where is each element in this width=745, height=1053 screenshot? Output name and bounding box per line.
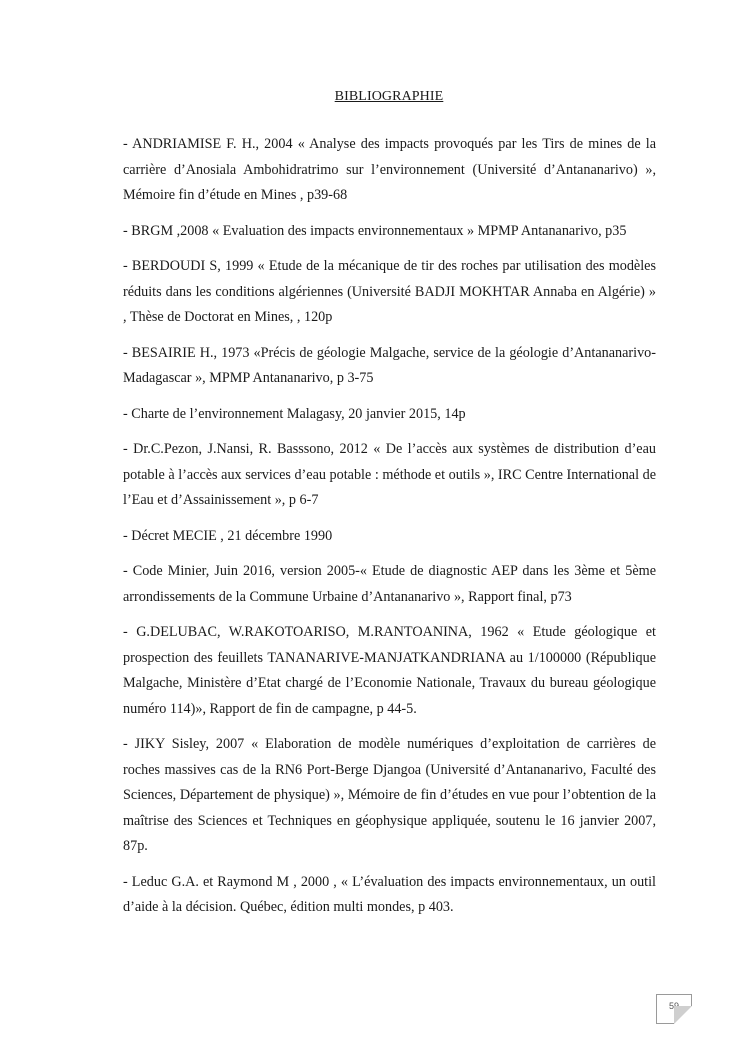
page-number: 59 [668,1001,679,1011]
reference-item: - Charte de l’environnement Malagasy, 20 janvier 2015, 14p [123,405,466,422]
reference-item: - Décret MECIE , 21 décembre 1990 [123,527,333,544]
reference-item: - JIKY Sisley, 2007 « Elaboration de modèle numériques d’exploitation de carrières de roches massives cas de la RN6 Port-Berge Djangoa (Université d’Antananarivo, Faculté des Sciences, Département de physique) », Mémoire de fin d’études en vue pour l’obtention de la maîtrise des Sciences et Techniques en géophysique appliquée, soutenu le 16 janvier 2007, 87p. [123,736,656,854]
reference-item: - BRGM ,2008 « Evaluation des impacts environnementaux » MPMP Antananarivo, p35 [123,222,627,239]
reference-item: - G.DELUBAC, W.RAKOTOARISO, M.RANTOANINA, 1962 « Etude géologique et prospection des feuillets TANANARIVE-MANJATKANDRIANA au 1/100000 (République Malgache, Ministère d’Etat chargé de l’Economie Nationale, Travaux du bureau géologique numéro 114)», Rapport de fin de campagne, p 44-5. [123,624,656,717]
page-number-box [656,994,692,1024]
page-curl-icon [674,1006,692,1024]
reference-item: - Leduc G.A. et Raymond M , 2000 , « L’évaluation des impacts environnementaux, un outil d’aide à la décision. Québec, édition multi mondes, p 403. [123,873,656,915]
reference-item: - BERDOUDI S, 1999 « Etude de la mécanique de tir des roches par utilisation des modèles réduits dans les conditions algériennes (Université BADJI MOKHTAR Annaba en Algérie) » , Thèse de Doctorat en Mines, , 120p [123,258,656,325]
reference-item: - Code Minier, Juin 2016, version 2005-« Etude de diagnostic AEP dans les 3ème et 5ème arrondissements de la Commune Urbaine d’Antananarivo », Rapport final, p73 [123,563,656,605]
page-title: BIBLIOGRAPHIE [334,89,444,104]
reference-list [123,132,656,931]
reference-item: - Dr.C.Pezon, J.Nansi, R. Basssono, 2012 « De l’accès aux systèmes de distribution d’eau potable à l’accès aux services d’eau potable : méthode et outils », IRC Centre International de l’Eau et d’Assainissement », p 6-7 [123,441,656,508]
reference-item: - ANDRIAMISE F. H., 2004 « Analyse des impacts provoqués par les Tirs de mines de la carrière d’Anosiala Ambohidratrimo sur l’environnement (Université d’Antananarivo) », Mémoire fin d’étude en Mines , p39-68 [123,136,656,203]
reference-item: - BESAIRIE H., 1973 «Précis de géologie Malgache, service de la géologie d’Antananarivo-Madagascar », MPMP Antananarivo, p 3-75 [123,344,656,386]
